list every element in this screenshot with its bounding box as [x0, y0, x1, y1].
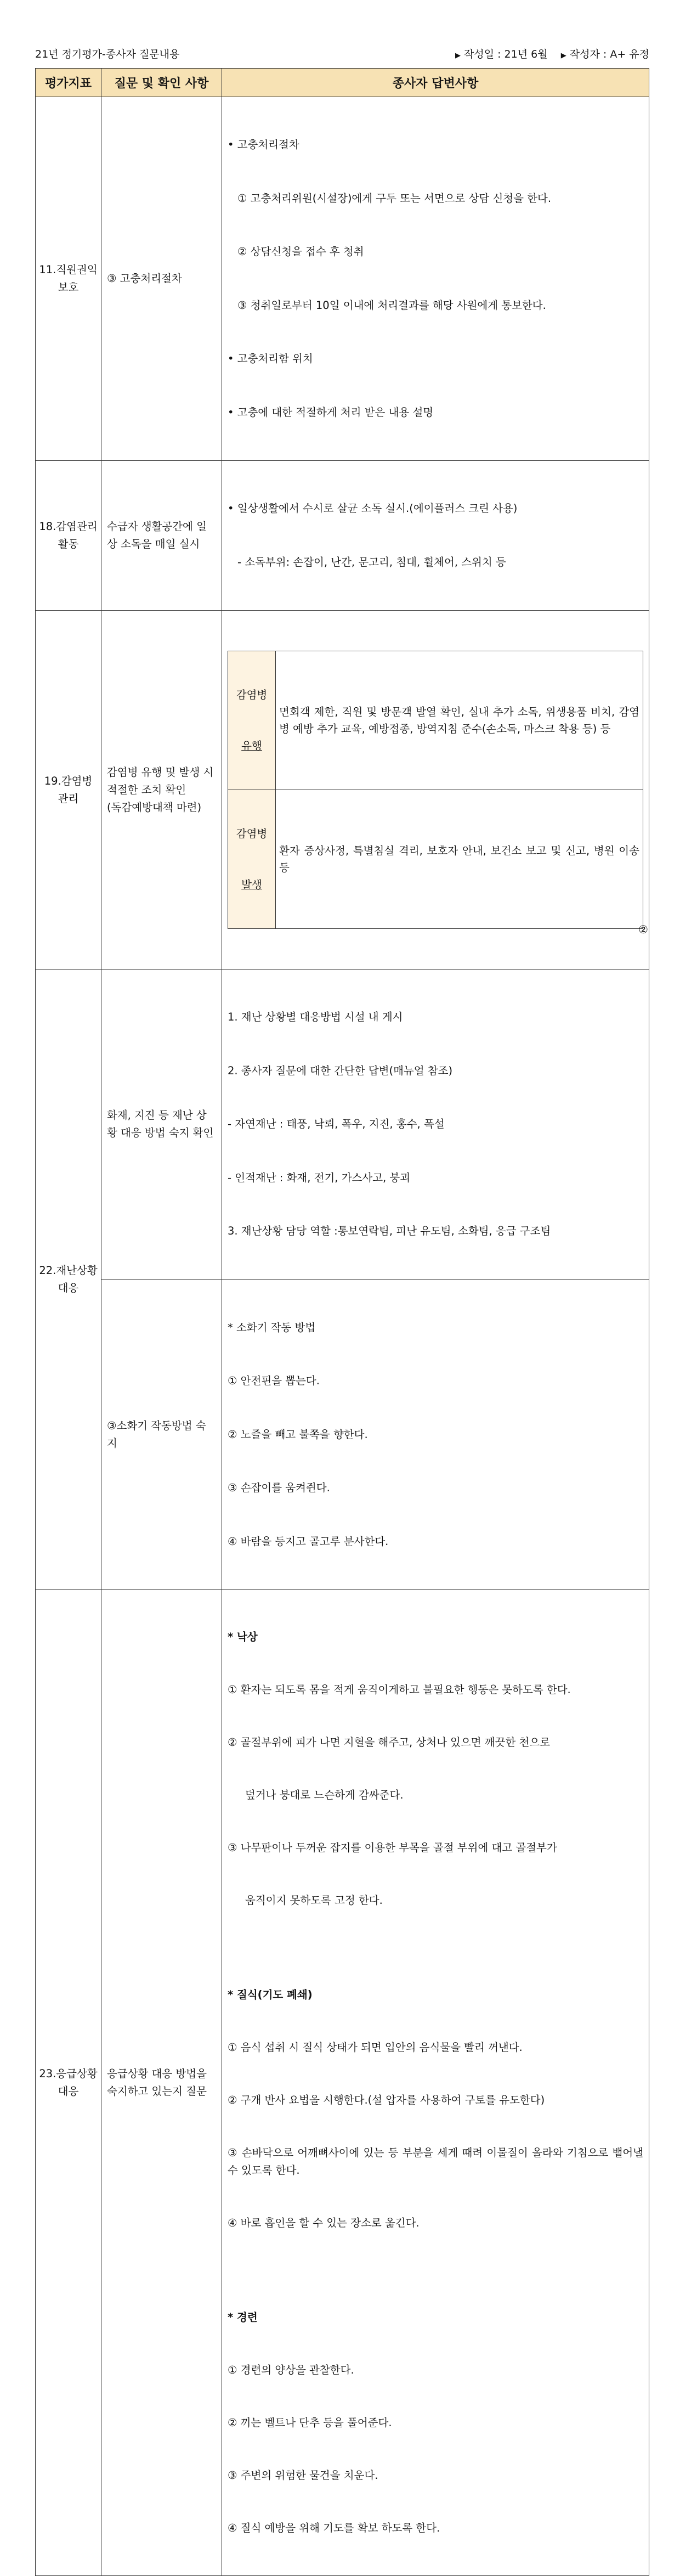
indicator-text: 18.감염관리	[39, 520, 98, 533]
triangle-icon: ▶	[455, 52, 461, 60]
answer-cell	[222, 1590, 649, 2576]
answer-line: 2. 종사자 질문에 대한 간단한 답변(매뉴얼 참조)	[228, 1064, 453, 1077]
inner-label-text: 감염병	[236, 827, 268, 840]
answer-line: • 고충처리절차	[228, 138, 299, 151]
indicator-text: 22.재난상황	[39, 1264, 98, 1277]
answer-line: 움직이지 못하도록 고정 한다.	[245, 1894, 383, 1907]
answer-line: ② 끼는 벨트나 단추 등을 풀어준다.	[228, 2416, 392, 2429]
indicator-cell	[36, 611, 101, 969]
answer-line: ① 음식 섭취 시 질식 상태가 되면 입안의 음식물을 빨리 꺼낸다.	[228, 2041, 523, 2054]
answer-line: ③ 손바닥으로 어깨뼈사이에 있는 등 부분을 세게 때려 이물질이 올라와 기침으로 뱉어낼 수 있도록 한다.	[228, 2146, 647, 2177]
table-row	[36, 97, 649, 461]
evaluation-table	[35, 68, 649, 2576]
answer-cell	[222, 461, 649, 611]
answer-line: ① 고충처리위원(시설장)에게 구두 또는 서면으로 상담 신청을 한다.	[237, 191, 552, 205]
section-title: * 낙상	[228, 1631, 258, 1643]
answer-line: ④ 바람을 등지고 골고루 분사한다.	[228, 1535, 389, 1548]
question-cell: 화재, 지진 등 재난 상황 대응 방법 숙지 확인	[101, 969, 222, 1280]
answer-line: 3. 재난상황 담당 역할 :통보연락팀, 피난 유도팀, 소화팀, 응급 구조팀	[228, 1225, 551, 1237]
answer-cell	[222, 1279, 649, 1590]
spacer	[228, 1944, 643, 1951]
indicator-cell	[36, 97, 101, 461]
question-cell: 응급상황 대응 방법을 숙지하고 있는지 질문	[101, 1590, 222, 2576]
indicator-text: 11.직원권익	[39, 263, 98, 276]
inner-text: 환자 증상사정, 특별침실 격리, 보호자 안내, 보건소 보고 및 신고, 병원 이송 등	[276, 790, 643, 929]
table-row	[36, 611, 649, 969]
question-cell	[101, 611, 222, 969]
answer-line: • 일상생활에서 수시로 살균 소독 실시.(에이플러스 크린 사용)	[228, 502, 518, 515]
answer-line: ② 상담신청을 접수 후 청취	[237, 245, 364, 258]
indicator-text: 관리	[58, 792, 79, 805]
col-header-question: 질문 및 확인 사항	[101, 69, 222, 97]
section-title: * 경련	[228, 2311, 258, 2324]
answer-line: - 자연재난 : 태풍, 낙뢰, 폭우, 지진, 홍수, 폭설	[228, 1118, 445, 1130]
indicator-cell	[36, 1590, 101, 2576]
answer-line: ④ 질식 예방을 위해 기도를 확보 하도록 한다.	[228, 2522, 440, 2534]
page-number: ②	[638, 923, 648, 936]
question-cell: ③ 고충처리절차	[101, 97, 222, 461]
indicator-cell	[36, 461, 101, 611]
question-subtext: (독감예방대책 마련)	[107, 801, 202, 814]
answer-line: * 소화기 작동 방법	[228, 1321, 316, 1334]
indicator-text: 대응	[58, 2085, 79, 2098]
indicator-text: 활동	[58, 538, 79, 550]
inner-label-text: 유행	[241, 740, 262, 752]
answer-line: ③ 손잡이를 움켜쥔다.	[228, 1481, 330, 1494]
infection-response-table	[228, 651, 643, 929]
indicator-cell	[36, 969, 101, 1590]
author-label: 작성자 : A+ 유정	[569, 48, 649, 60]
question-cell: 수급자 생활공간에 일상 소독을 매일 실시	[101, 461, 222, 611]
spacer	[228, 2267, 643, 2274]
answer-line: ② 노즐을 빼고 불쪽을 향한다.	[228, 1428, 368, 1441]
answer-line: ① 경련의 양상을 관찰한다.	[228, 2364, 354, 2376]
indicator-text: 23.응급상황	[39, 2067, 98, 2080]
answer-line: ③ 청취일로부터 10일 이내에 처리결과를 해당 사원에게 통보한다.	[237, 298, 546, 312]
document-header	[35, 46, 649, 63]
section-title: * 질식(기도 폐쇄)	[228, 1988, 313, 2001]
question-text: 감염병 유행 및 발생 시 적절한 조치 확인	[107, 765, 214, 796]
answer-line: 1. 재난 상황별 대응방법 시설 내 게시	[228, 1011, 403, 1023]
answer-cell	[222, 611, 649, 969]
document-meta	[455, 46, 649, 61]
table-row	[36, 461, 649, 611]
indicator-text: 보호	[58, 281, 79, 294]
question-cell: ③소화기 작동방법 숙지	[101, 1279, 222, 1590]
answer-line: - 인적재난 : 화재, 전기, 가스사고, 붕괴	[228, 1171, 411, 1184]
inner-row	[228, 651, 643, 790]
inner-label-text: 감염병	[236, 689, 268, 701]
answer-line: ② 구개 반사 요법을 시행한다.(설 압자를 사용하여 구토를 유도한다)	[228, 2094, 545, 2106]
answer-line: ① 환자는 되도록 몸을 적게 움직이게하고 불필요한 행동은 못하도록 한다.	[228, 1683, 571, 1696]
table-row	[36, 969, 649, 1280]
table-header-row	[36, 69, 649, 97]
answer-line: ④ 바로 흡인을 할 수 있는 장소로 옮긴다.	[228, 2217, 420, 2229]
inner-label-text: 발생	[241, 878, 262, 891]
answer-line: ③ 나무판이나 두꺼운 잡지를 이용한 부목을 골절 부위에 대고 골절부가	[228, 1841, 557, 1854]
answer-line: ③ 주변의 위험한 물건을 치운다.	[228, 2469, 378, 2482]
answer-line: 덮거나 붕대로 느슨하게 감싸준다.	[245, 1789, 404, 1801]
inner-text: 면회객 제한, 직원 및 방문객 발열 확인, 실내 추가 소독, 위생용품 비치, 감염병 예방 추가 교육, 예방접종, 방역지침 준수(손소독, 마스크 착용 등) 등	[276, 651, 643, 790]
answer-line: • 고충에 대한 적절하게 처리 받은 내용 설명	[228, 405, 434, 419]
answer-cell	[222, 97, 649, 461]
inner-label	[228, 651, 276, 790]
inner-row	[228, 790, 643, 929]
answer-line: - 소독부위: 손잡이, 난간, 문고리, 침대, 휠체어, 스위치 등	[237, 555, 506, 568]
col-header-answer: 종사자 답변사항	[222, 69, 649, 97]
date-label: 작성일 : 21년 6월	[464, 48, 548, 60]
table-row	[36, 1590, 649, 2576]
col-header-indicator: 평가지표	[36, 69, 101, 97]
document-title: 21년 정기평가-종사자 질문내용	[35, 48, 180, 60]
indicator-text: 19.감염병	[44, 774, 93, 787]
answer-line: ② 골절부위에 피가 나면 지혈을 해주고, 상처나 있으면 깨끗한 천으로	[228, 1736, 551, 1749]
table-row	[36, 1279, 649, 1590]
inner-label	[228, 790, 276, 929]
answer-line: ① 안전핀을 뽑는다.	[228, 1374, 320, 1387]
indicator-text: 대응	[58, 1282, 79, 1294]
answer-line: • 고충처리함 위치	[228, 352, 313, 365]
answer-cell	[222, 969, 649, 1280]
triangle-icon: ▶	[560, 52, 566, 60]
